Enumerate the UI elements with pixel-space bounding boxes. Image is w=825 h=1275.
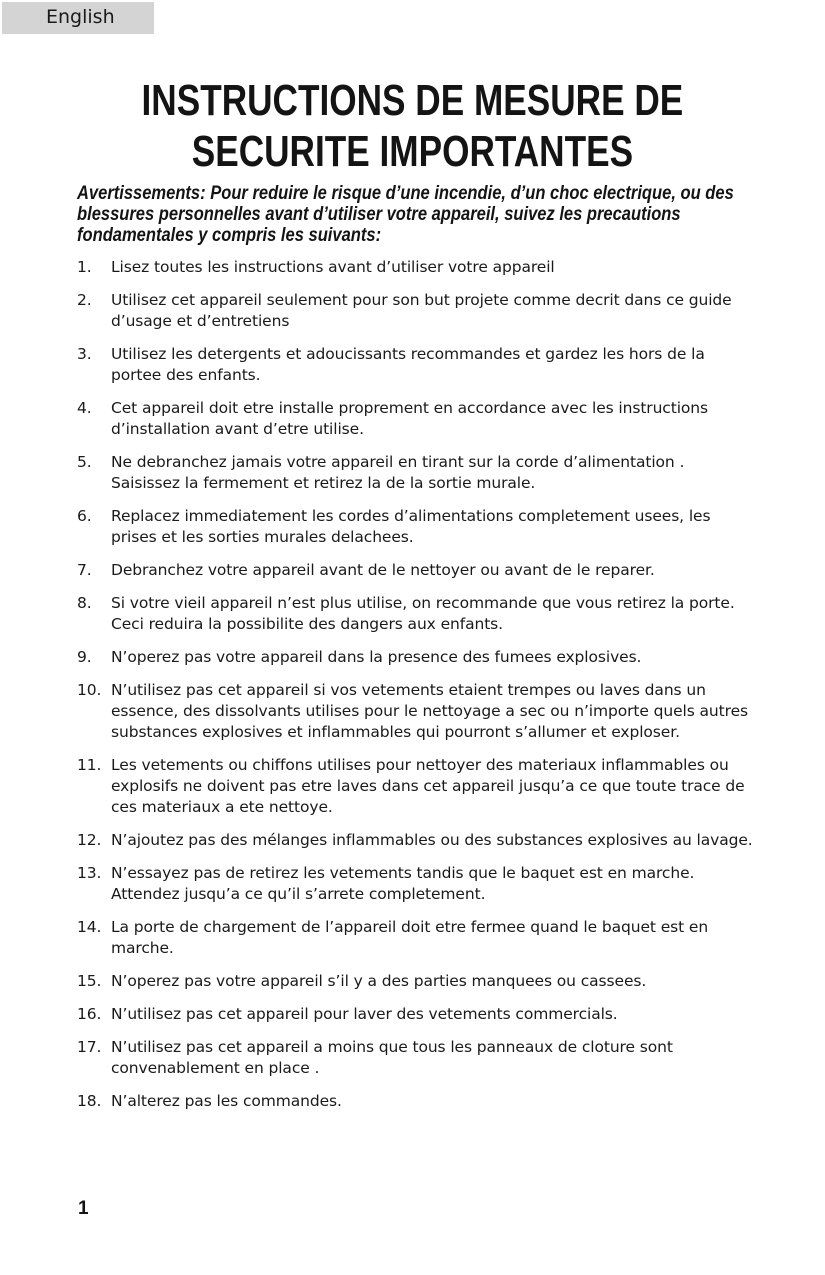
instruction-list [77, 257, 757, 1124]
item-text: Ne debranchez jamais votre appareil en tirant sur la corde d’alimentation . Saisissez la fermement et retirez la de la sortie murale. [111, 453, 685, 492]
list-item [77, 863, 757, 905]
item-number: 11. [77, 756, 102, 774]
list-item [77, 506, 757, 548]
list-item [77, 1037, 757, 1079]
item-number: 1. [77, 258, 92, 276]
item-text: Lisez toutes les instructions avant d’utiliser votre appareil [111, 258, 555, 276]
item-text: Utilisez cet appareil seulement pour son but projete comme decrit dans ce guide d’usage et d’entretiens [111, 291, 732, 330]
list-item [77, 593, 757, 635]
item-text: Utilisez les detergents et adoucissants recommandes et gardez les hors de la portee des enfants. [111, 345, 705, 384]
item-text: N’ajoutez pas des mélanges inflammables ou des substances explosives au lavage. [111, 831, 753, 849]
list-item [77, 647, 757, 668]
list-item [77, 1091, 757, 1112]
item-number: 2. [77, 291, 92, 309]
warning-paragraph: Avertissements: Pour reduire le risque d’une incendie, d’un choc electrique, ou des blessures personnelles avant d’utiliser votre appareil, suivez les precautions fondamentales y compris les suivants: [77, 183, 734, 246]
item-number: 18. [77, 1092, 102, 1110]
list-item [77, 257, 757, 278]
page-title-line-1: INSTRUCTIONS DE MESURE DE [141, 76, 684, 125]
item-text: N’essayez pas de retirez les vetements tandis que le baquet est en marche. Attendez jusqu’a ce qu’il s’arrete completement. [111, 864, 695, 903]
page-number: 1 [78, 1198, 89, 1219]
list-item [77, 971, 757, 992]
item-number: 4. [77, 399, 92, 417]
list-item [77, 917, 757, 959]
item-text: Replacez immediatement les cordes d’alimentations completement usees, les prises et les sorties murales delachees. [111, 507, 711, 546]
item-text: Les vetements ou chiffons utilises pour nettoyer des materiaux inflammables ou explosifs ne doivent pas etre laves dans cet appareil jusqu’a ce que toute trace de ces materiaux a ete nettoye. [111, 756, 745, 816]
list-item [77, 344, 757, 386]
list-item [77, 755, 757, 818]
item-text: Debranchez votre appareil avant de le nettoyer ou avant de le reparer. [111, 561, 655, 579]
item-text: N’operez pas votre appareil s’il y a des parties manquees ou cassees. [111, 972, 647, 990]
list-item [77, 560, 757, 581]
item-number: 3. [77, 345, 92, 363]
list-item [77, 452, 757, 494]
list-item [77, 290, 757, 332]
item-number: 9. [77, 648, 92, 666]
item-number: 7. [77, 561, 92, 579]
page-title [82, 75, 742, 177]
item-text: La porte de chargement de l’appareil doit etre fermee quand le baquet est en marche. [111, 918, 709, 957]
list-item [77, 830, 757, 851]
item-text: N’utilisez pas cet appareil a moins que tous les panneaux de cloture sont convenablement en place . [111, 1038, 673, 1077]
item-text: N’operez pas votre appareil dans la presence des fumees explosives. [111, 648, 642, 666]
item-number: 5. [77, 453, 92, 471]
list-item [77, 1004, 757, 1025]
item-text: N’alterez pas les commandes. [111, 1092, 342, 1110]
item-number: 16. [77, 1005, 102, 1023]
item-number: 8. [77, 594, 92, 612]
item-number: 10. [77, 681, 102, 699]
item-number: 12. [77, 831, 102, 849]
item-number: 13. [77, 864, 102, 882]
item-text: N’utilisez pas cet appareil pour laver des vetements commercials. [111, 1005, 618, 1023]
item-number: 6. [77, 507, 92, 525]
list-item [77, 398, 757, 440]
item-text: Cet appareil doit etre installe proprement en accordance avec les instructions d’installation avant d’etre utilise. [111, 399, 708, 438]
item-number: 17. [77, 1038, 102, 1056]
item-number: 15. [77, 972, 102, 990]
item-number: 14. [77, 918, 102, 936]
list-item [77, 680, 757, 743]
language-tab: English [2, 2, 154, 34]
page-title-line-2: SECURITE IMPORTANTES [191, 127, 634, 176]
item-text: N’utilisez pas cet appareil si vos vetements etaient trempes ou laves dans un essence, des dissolvants utilises pour le nettoyage a sec ou n’importe quels autres substances explosives et inflammables qui pourront s’allumer et exploser. [111, 681, 748, 741]
item-text: Si votre vieil appareil n’est plus utilise, on recommande que vous retirez la porte. Ceci reduira la possibilite des dangers aux enfants. [111, 594, 735, 633]
